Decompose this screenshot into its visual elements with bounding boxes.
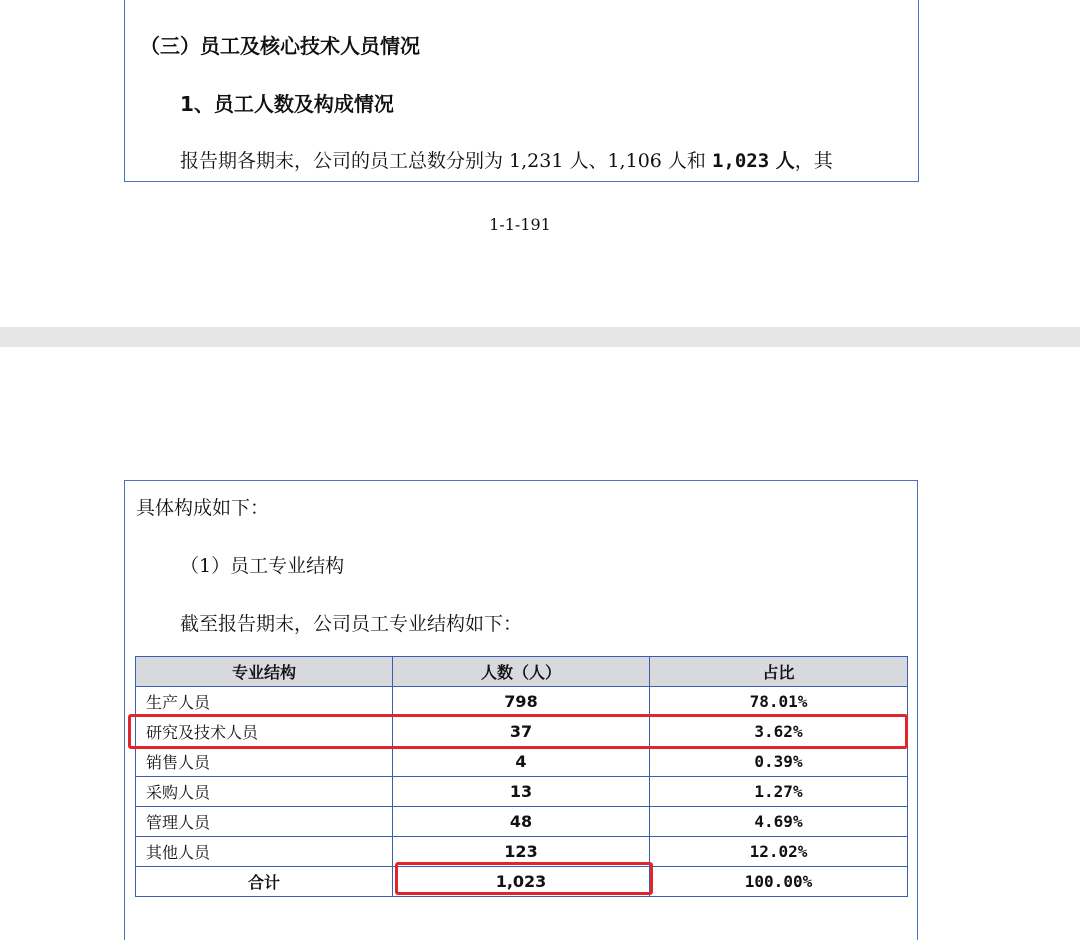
row-ratio: 4.69% — [650, 807, 908, 837]
row-name: 管理人员 — [136, 807, 393, 837]
row-ratio: 78.01% — [650, 687, 908, 717]
row-ratio: 0.39% — [650, 747, 908, 777]
table-row — [136, 777, 908, 807]
paragraph-text-before: 报告期各期末，公司的员工总数分别为 1,231 人、1,106 人和 — [180, 150, 712, 172]
row-name: 研究及技术人员 — [136, 717, 393, 747]
total-ratio: 100.00% — [650, 867, 908, 897]
table-row — [136, 747, 908, 777]
row-name: 生产人员 — [136, 687, 393, 717]
total-label: 合计 — [136, 867, 393, 897]
header-ratio: 占比 — [650, 657, 908, 687]
page-number: 1-1-191 — [489, 215, 551, 234]
header-count: 人数（人） — [393, 657, 650, 687]
row-name: 其他人员 — [136, 837, 393, 867]
staff-structure-subheading: （1）员工专业结构 — [180, 555, 345, 577]
row-count: 48 — [393, 807, 650, 837]
table-caption: 截至报告期末，公司员工专业结构如下： — [180, 613, 523, 635]
row-count: 13 — [393, 777, 650, 807]
row-name: 销售人员 — [136, 747, 393, 777]
header-structure: 专业结构 — [136, 657, 393, 687]
row-count: 4 — [393, 747, 650, 777]
highlight-total-count-box — [395, 862, 653, 895]
row-count: 37 — [393, 717, 650, 747]
table-row — [136, 807, 908, 837]
staff-structure-table — [135, 656, 908, 897]
table-header-row — [136, 657, 908, 687]
paragraph-bold-number: 1,023 — [711, 150, 770, 172]
table-row — [136, 687, 908, 717]
row-ratio: 12.02% — [650, 837, 908, 867]
row-count: 123 — [393, 837, 650, 867]
total-count: 1,023 — [393, 867, 650, 897]
row-ratio: 3.62% — [650, 717, 908, 747]
employee-count-paragraph — [180, 146, 833, 173]
page-separator — [0, 327, 1080, 347]
subsection-heading: 1、员工人数及构成情况 — [180, 92, 394, 116]
paragraph-bold-unit: 人 — [769, 150, 795, 172]
row-ratio: 1.27% — [650, 777, 908, 807]
row-name: 采购人员 — [136, 777, 393, 807]
row-count: 798 — [393, 687, 650, 717]
paragraph-text-after: ，其 — [794, 150, 833, 172]
section-heading: （三）员工及核心技术人员情况 — [140, 34, 420, 58]
highlight-rd-row-box — [128, 714, 908, 749]
intro-text: 具体构成如下： — [136, 497, 270, 519]
